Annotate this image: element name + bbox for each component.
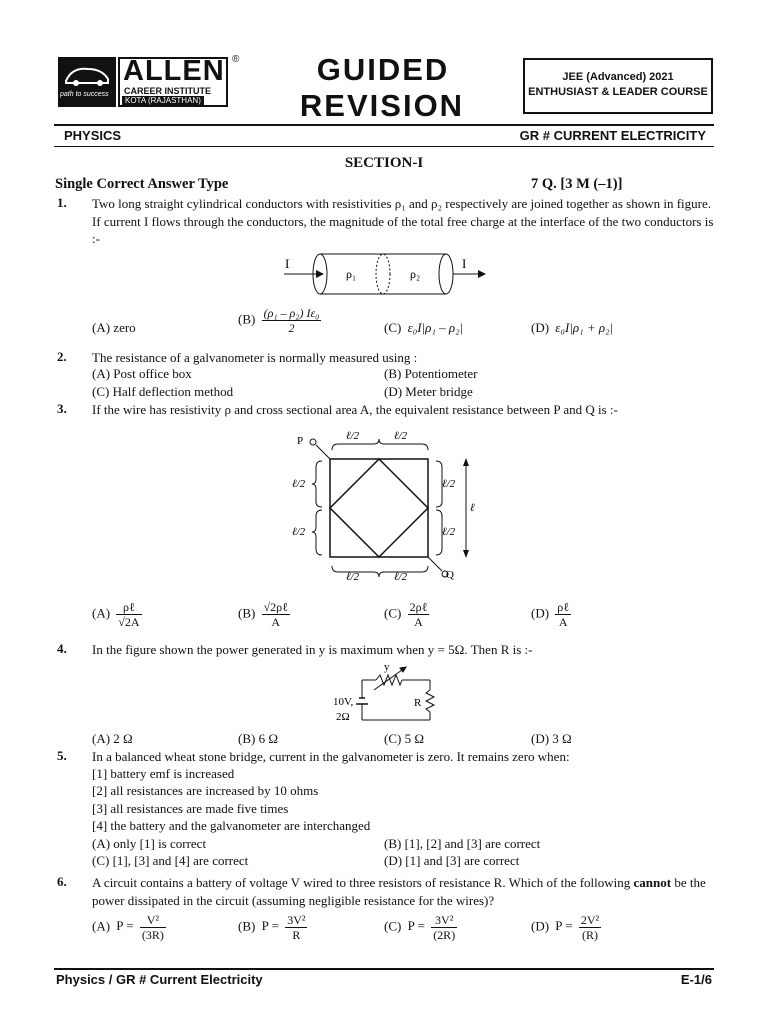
q6-text-post: be the power dissipated in the circuit (assuming negligible resistance for the wires)? xyxy=(92,875,706,908)
q3-option-d-denominator: A xyxy=(558,615,568,629)
q6-option-a[interactable] xyxy=(92,913,166,942)
q6-number: 6. xyxy=(57,874,67,889)
q3-option-a-label: (A) xyxy=(92,605,111,621)
q3-fig-right-full: ℓ xyxy=(470,502,475,514)
q5-item-2: [2] all resistances are increased by 10 ohms xyxy=(92,783,319,798)
q6-text-pre: A circuit contains a battery of voltage V wired to three resistors of resistance R. Which of the following xyxy=(92,875,634,890)
q3-figure xyxy=(290,426,490,582)
q6-option-c-numerator: 3V² xyxy=(431,913,457,928)
q3-option-c[interactable] xyxy=(384,600,429,629)
q6-option-b[interactable] xyxy=(238,913,307,942)
q3-fig-left-top: ℓ/2 xyxy=(292,478,306,490)
brand-name: ALLEN xyxy=(123,55,225,87)
q4-option-d[interactable]: (D) 3 Ω xyxy=(531,731,572,746)
q2-option-b[interactable]: (B) Potentiometer xyxy=(384,366,478,381)
q3-option-a-denominator: √2A xyxy=(118,615,140,629)
q1-fig-current-right: I xyxy=(462,256,467,271)
q3-number: 3. xyxy=(57,401,67,416)
q6-option-a-denominator: (3R) xyxy=(141,928,164,942)
registered-mark: ® xyxy=(232,54,240,65)
q4-option-b[interactable]: (B) 6 Ω xyxy=(238,731,278,746)
q1-option-d[interactable] xyxy=(531,320,613,336)
q3-option-d-fraction xyxy=(555,600,571,629)
q3-fig-label-q: Q xyxy=(446,569,454,581)
q5-text: In a balanced wheat stone bridge, current in the galvanometer is zero. It remains zero when: xyxy=(92,749,570,764)
q1-text: Two long straight cylindrical conductors with resistivities ρ₁ and ρ₂ respectively are joined together as shown in figure. If current I flows through the conductors, the magnitude of the total free charge at the interface of the two conductors is :- xyxy=(92,196,714,246)
q6-text-bold: cannot xyxy=(633,875,672,890)
q6-option-c-denominator: (2R) xyxy=(433,928,456,942)
q4-number: 4. xyxy=(57,641,67,656)
q1-option-d-label: (D) xyxy=(531,320,550,335)
course-line2: ENTHUSIAST & LEADER COURSE xyxy=(528,86,708,98)
q3-option-a[interactable] xyxy=(92,600,142,629)
q4-option-c[interactable]: (C) 5 Ω xyxy=(384,731,424,746)
car-icon xyxy=(58,57,116,91)
q6-option-c[interactable] xyxy=(384,913,457,942)
q3-fig-bottom-left: ℓ/2 xyxy=(346,571,360,582)
footer-page: E-1/6 xyxy=(680,972,712,987)
q1-option-b-fraction xyxy=(262,306,322,335)
q3-option-d-numerator: ρℓ xyxy=(557,600,570,614)
q6-option-b-denominator: R xyxy=(292,928,301,942)
q1-option-d-expr: ε₀I|ρ₁ + ρ₂| xyxy=(555,320,614,335)
q6-option-b-lhs: P = xyxy=(261,918,279,934)
q6-option-a-lhs: P = xyxy=(116,918,134,934)
q3-fig-bottom-right: ℓ/2 xyxy=(394,571,408,582)
q3-fig-right-bottom: ℓ/2 xyxy=(442,526,456,538)
brand-sub: CAREER INSTITUTE xyxy=(124,86,212,96)
q3-fig-top-right: ℓ/2 xyxy=(394,430,408,442)
q5-number: 5. xyxy=(57,748,67,763)
section-title: SECTION-I xyxy=(344,155,424,171)
q1-option-c[interactable] xyxy=(384,320,463,336)
q1-figure xyxy=(280,250,490,300)
q3-fig-left-bottom: ℓ/2 xyxy=(292,526,306,538)
q3-text: If the wire has resistivity ρ and cross sectional area A, the equivalent resistance between P and Q is :- xyxy=(92,402,618,417)
q6-option-b-label: (B) xyxy=(238,918,256,934)
q4-fig-internal: 2Ω xyxy=(336,711,350,723)
q3-option-d-label: (D) xyxy=(531,605,550,621)
topic-label: GR # CURRENT ELECTRICITY xyxy=(519,128,706,143)
q4-fig-label-r: R xyxy=(414,697,422,709)
q2-option-c[interactable]: (C) Half deflection method xyxy=(92,384,234,399)
q1-option-b[interactable] xyxy=(238,306,321,335)
q1-option-c-expr: ε₀I|ρ₁ – ρ₂| xyxy=(407,320,464,335)
q3-option-a-fraction xyxy=(116,600,141,629)
q3-option-c-fraction xyxy=(408,600,430,629)
q1-fig-current-left: I xyxy=(285,256,290,271)
footer-left: Physics / GR # Current Electricity xyxy=(56,972,263,987)
q5-option-d[interactable]: (D) [1] and [3] are correct xyxy=(384,853,520,868)
title-guided: GUIDED xyxy=(316,52,450,87)
q3-option-b-fraction xyxy=(262,600,290,629)
q6-option-b-numerator: 3V² xyxy=(287,913,306,927)
q6-option-d-fraction xyxy=(579,913,601,942)
answer-type: Single Correct Answer Type xyxy=(55,176,229,192)
footer-rule xyxy=(54,968,714,970)
q1-number: 1. xyxy=(57,195,67,210)
header-rule-top xyxy=(54,124,714,126)
q4-fig-label-y: y xyxy=(384,661,390,673)
q3-option-c-numerator: 2ρℓ xyxy=(409,600,428,614)
q3-option-b-numerator: √2ρℓ xyxy=(263,600,288,614)
q6-option-d-denominator: (R) xyxy=(582,928,599,942)
q3-option-d[interactable] xyxy=(531,600,571,629)
q1-option-b-label: (B) xyxy=(238,311,256,327)
q5-option-b[interactable]: (B) [1], [2] and [3] are correct xyxy=(384,836,541,851)
q5-item-3: [3] all resistances are made five times xyxy=(92,801,289,816)
q5-option-c[interactable]: (C) [1], [3] and [4] are correct xyxy=(92,853,249,868)
q4-figure xyxy=(330,660,440,726)
course-line1: JEE (Advanced) 2021 xyxy=(562,71,674,83)
q6-option-c-fraction xyxy=(431,913,457,942)
q6-text xyxy=(92,874,717,909)
q6-option-d[interactable] xyxy=(531,913,601,942)
allen-logo xyxy=(58,57,230,107)
q4-fig-battery: 10V, xyxy=(333,696,354,708)
q6-option-c-lhs: P = xyxy=(407,918,425,934)
q6-option-b-fraction xyxy=(285,913,307,942)
q6-option-a-numerator: V² xyxy=(140,913,166,928)
q1-option-b-denominator: 2 xyxy=(288,321,295,335)
q3-option-a-numerator: ρℓ xyxy=(116,600,141,615)
marks-scheme: 7 Q. [3 M (–1)] xyxy=(531,176,623,192)
q3-option-c-denominator: A xyxy=(414,615,423,629)
q5-item-1: [1] battery emf is increased xyxy=(92,766,235,781)
q6-option-d-lhs: P = xyxy=(555,918,573,934)
q5-option-a[interactable]: (A) only [1] is correct xyxy=(92,836,207,851)
logo-emblem xyxy=(58,57,116,107)
q6-option-a-fraction xyxy=(140,913,166,942)
q4-text: In the figure shown the power generated in y is maximum when y = 5Ω. Then R is :- xyxy=(92,642,533,657)
q1-fig-rho1: ρ₁ xyxy=(346,267,357,281)
q1-fig-rho2: ρ₂ xyxy=(410,267,421,281)
q6-option-d-label: (D) xyxy=(531,918,550,934)
q1-option-c-label: (C) xyxy=(384,320,402,335)
q2-number: 2. xyxy=(57,349,67,364)
subject-label: PHYSICS xyxy=(64,128,122,143)
q2-option-d[interactable]: (D) Meter bridge xyxy=(384,384,473,399)
brand-location: KOTA (RAJASTHAN) xyxy=(122,96,204,105)
q4-option-a[interactable]: (A) 2 Ω xyxy=(92,731,133,746)
q3-option-c-label: (C) xyxy=(384,605,402,621)
q3-option-b-denominator: A xyxy=(271,615,281,629)
q3-option-b[interactable] xyxy=(238,600,290,629)
q3-fig-right-top: ℓ/2 xyxy=(442,478,456,490)
q6-option-d-numerator: 2V² xyxy=(580,913,600,927)
header-rule-bottom xyxy=(54,146,714,147)
q6-option-c-label: (C) xyxy=(384,918,402,934)
course-box xyxy=(523,58,713,114)
title-revision: REVISION xyxy=(299,88,465,123)
q5-item-4: [4] the battery and the galvanometer are interchanged xyxy=(92,818,371,833)
q1-option-b-numerator: (ρ₁ – ρ₂) Iε₀ xyxy=(263,306,320,320)
q2-text: The resistance of a galvanometer is normally measured using : xyxy=(92,350,418,365)
tagline: path to success xyxy=(60,91,109,98)
q3-fig-top-left: ℓ/2 xyxy=(346,430,360,442)
q2-option-a[interactable]: (A) Post office box xyxy=(92,366,192,381)
q3-option-b-label: (B) xyxy=(238,605,256,621)
q3-fig-label-p: P xyxy=(297,435,304,447)
q6-option-a-label: (A) xyxy=(92,918,111,934)
q1-option-a[interactable]: (A) zero xyxy=(92,320,136,335)
